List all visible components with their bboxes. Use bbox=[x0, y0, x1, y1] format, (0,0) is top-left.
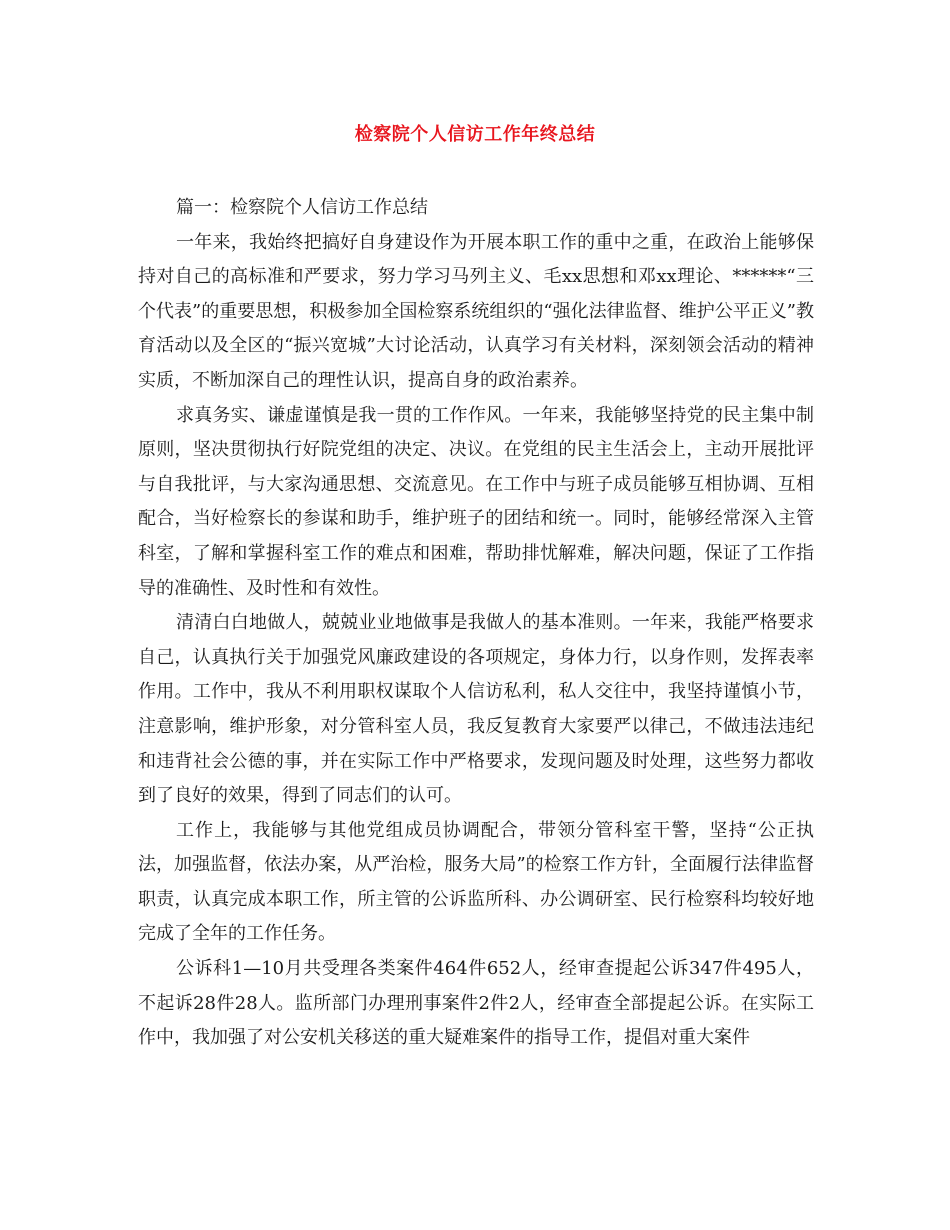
paragraph: 清清白白地做人，兢兢业业地做事是我做人的基本准则。一年来，我能严格要求自己，认真执行关于加强党风廉政建设的各项规定，身体力行，以身作则，发挥表率作用。工作中，我从不利用职权谋取个人信访私利，私人交往中，我坚持谨慎小节，注意影响，维护形象，对分管科室人员，我反复教育大家要严以律己，不做违法违纪和违背社会公德的事，并在实际工作中严格要求，发现问题及时处理，这些努力都收到了良好的效果，得到了同志们的认可。 bbox=[138, 612, 814, 807]
paragraph: 公诉科1—10月共受理各类案件464件652人，经审查提起公诉347件495人，不起诉28件28人。监所部门办理刑事案件2件2人，经审查全部提起公诉。在实际工作中，我加强了对公安机关移送的重大疑难案件的指导工作，提倡对重大案件 bbox=[138, 958, 814, 1049]
paragraph: 求真务实、谦虚谨慎是我一贯的工作作风。一年来，我能够坚持党的民主集中制原则，坚决贯彻执行好院党组的决定、决议。在党组的民主生活会上，主动开展批评与自我批评，与大家沟通思想、交流意见。在工作中与班子成员能够互相协调、互相配合，当好检察长的参谋和助手，维护班子的团结和统一。同时，能够经常深入主管科室，了解和掌握科室工作的难点和困难，帮助排忧解难，解决问题，保证了工作指导的准确性、及时性和有效性。 bbox=[138, 404, 814, 599]
document-body bbox=[138, 191, 814, 1056]
document-title: 检察院个人信访工作年终总结 bbox=[354, 124, 596, 145]
section-heading: 篇一：检察院个人信访工作总结 bbox=[176, 197, 428, 218]
paragraph: 一年来，我始终把搞好自身建设作为开展本职工作的重中之重，在政治上能够保持对自己的高标准和严要求，努力学习马列主义、毛xx思想和邓xx理论、******“三个代表”的重要思想，积极参加全国检察系统组织的“强化法律监督、维护公平正义”教育活动以及全区的“振兴宽城”大讨论活动，认真学习有关材料，深刻领会活动的精神实质，不断加深自己的理性认识，提高自身的政治素养。 bbox=[138, 231, 814, 391]
paragraph: 工作上，我能够与其他党组成员协调配合，带领分管科室干警，坚持“公正执法，加强监督，依法办案，从严治检，服务大局”的检察工作方针，全面履行法律监督职责，认真完成本职工作，所主管的公诉监所科、办公调研室、民行检察科均较好地完成了全年的工作任务。 bbox=[138, 819, 814, 945]
